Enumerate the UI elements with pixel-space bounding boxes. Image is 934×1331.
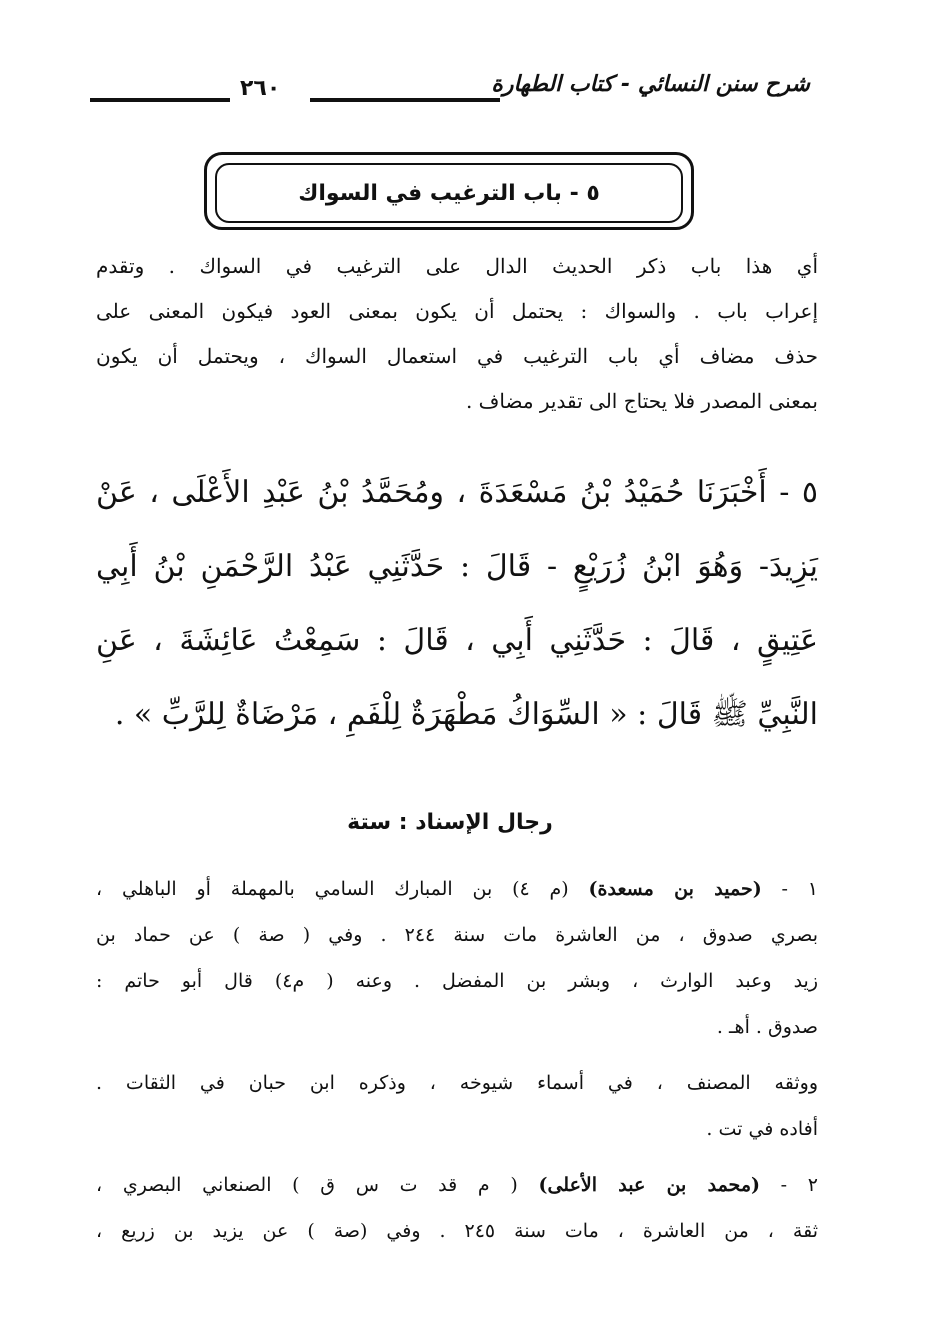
commentary-line: إعراب باب . والسواك : يحتمل أن يكون بمعنى العود فيكون المعنى على xyxy=(96,299,818,323)
narrator-details: (م ٤) بن المبارك السامي بالمهملة أو الباهلي ، xyxy=(96,878,589,900)
hadith-text xyxy=(96,456,818,752)
hadith-line: ٥ - أَخْبَرَنَا حُمَيْدُ بْنُ مَسْعَدَةَ ، ومُحَمَّدُ بْنُ عَبْدِ الأَعْلَى ، عَنْ xyxy=(96,475,818,510)
narrator-line: بصري صدوق ، من العاشرة مات سنة ٢٤٤ . وفي ( صة ) عن حماد بن xyxy=(96,924,818,946)
running-title: شرح سنن النسائي - كتاب الطهارة xyxy=(491,72,810,97)
narrator-line: ثقة ، من العاشرة ، مات سنة ٢٤٥ . وفي (صة ) عن يزيد بن زريع ، xyxy=(96,1220,818,1242)
narrator-note xyxy=(96,1060,818,1152)
hadith-line: النَّبِيِّ ﷺ قَالَ : « السِّوَاكُ مَطْهَرَةٌ لِلْفَمِ ، مَرْضَاةٌ لِلرَّبِّ » . xyxy=(114,697,818,732)
narrator-line xyxy=(96,1162,818,1208)
header-rule xyxy=(310,98,500,102)
narrator-name: (محمد بن عبد الأعلى) xyxy=(538,1174,760,1196)
page-number: ٢٦٠ xyxy=(240,76,281,101)
narrator-line xyxy=(96,866,818,912)
header-rule-short xyxy=(90,98,230,102)
chapter-heading: ٥ - باب الترغيب في السواك xyxy=(298,180,600,206)
commentary-paragraph xyxy=(96,244,818,424)
chapter-heading-frame xyxy=(215,163,683,223)
hadith-line: يَزِيدَ- وَهُوَ ابْنُ زُرَيْعٍ - قَالَ : حَدَّثَنِي عَبْدُ الرَّحْمَنِ بْنُ أَبِي xyxy=(96,549,818,584)
narrator-line: زيد وعبد الوارث ، وبشر بن المفضل . وعنه ( م٤) قال أبو حاتم : xyxy=(96,970,819,992)
narrator-line: ووثقه المصنف ، في أسماء شيوخه ، وذكره ابن حبان في الثقات . xyxy=(96,1072,818,1094)
running-header xyxy=(90,72,810,112)
hadith-line: عَتِيقٍ ، قَالَ : حَدَّثَنِي أَبِي ، قَالَ : سَمِعْتُ عَائِشَةَ ، عَنِ xyxy=(96,623,818,658)
narrator-entry xyxy=(96,866,818,1050)
narrator-number: ١ - xyxy=(761,878,818,900)
narrator-name: (حميد بن مسعدة) xyxy=(588,878,762,900)
narrator-line: صدوق . أهـ . xyxy=(716,1016,818,1038)
narrators-section xyxy=(96,866,818,1264)
narrator-line: أفاده في تت . xyxy=(706,1118,818,1140)
narrator-number: ٢ - xyxy=(760,1174,819,1196)
narrators-section-title: رجال الإسناد : ستة xyxy=(347,810,553,835)
chapter-heading-box xyxy=(204,152,694,230)
narrator-details: ( م قد ت س ق ) الصنعاني البصري ، xyxy=(96,1174,539,1196)
commentary-line: حذف مضاف أي باب الترغيب في استعمال السواك ، ويحتمل أن يكون xyxy=(96,344,818,368)
commentary-line: بمعنى المصدر فلا يحتاج الى تقدير مضاف . xyxy=(465,389,818,413)
commentary-line: أي هذا باب ذكر الحديث الدال على الترغيب في السواك . وتقدم xyxy=(96,254,818,278)
narrator-entry xyxy=(96,1162,818,1254)
